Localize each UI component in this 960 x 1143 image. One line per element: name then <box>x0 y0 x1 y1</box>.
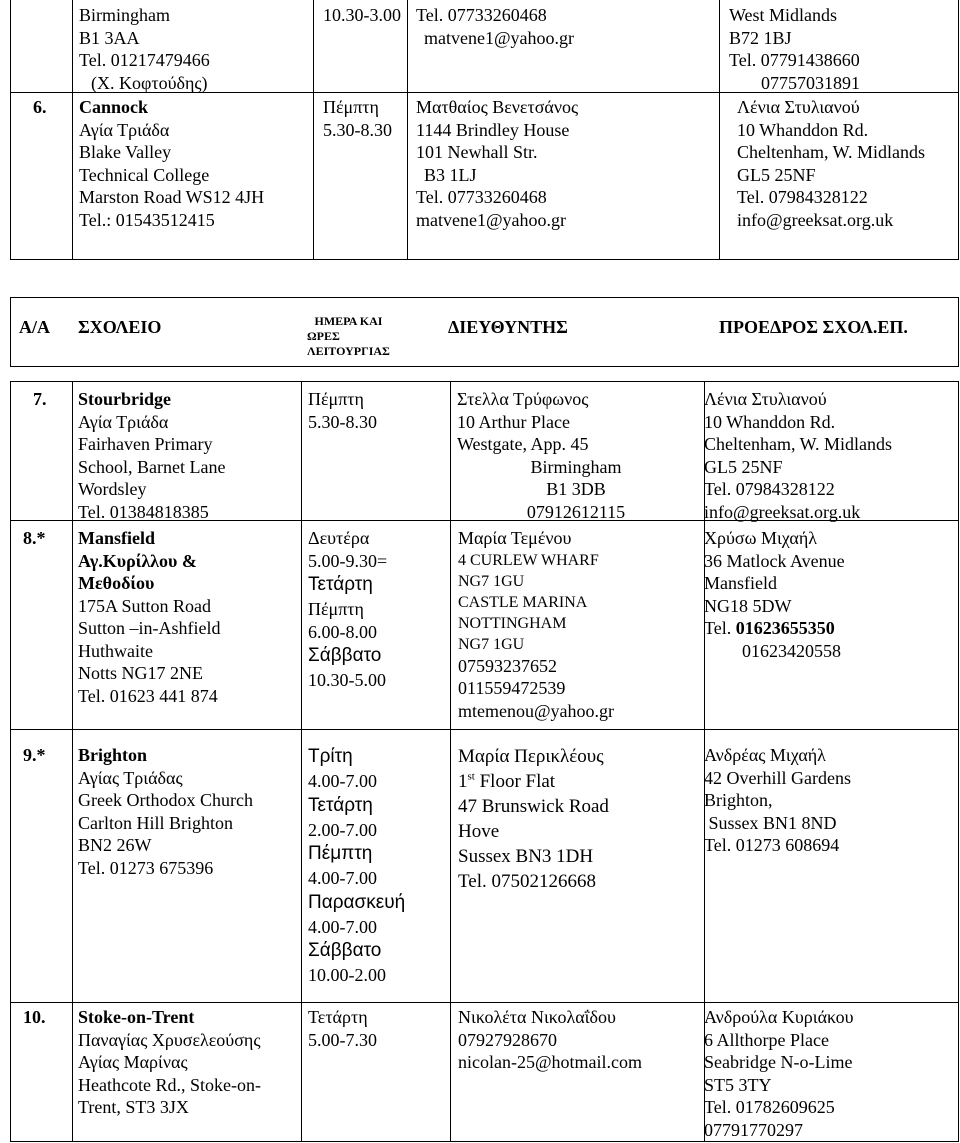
r7-chair: Λένια Στυλιανού 10 Whanddon Rd. Cheltenham, W. Midlands GL5 25NF Tel. 07984328122 info@greeksat.org.uk <box>704 389 892 522</box>
r7-school: Stourbridge Αγία Τριάδα Fairhaven Primary School, Barnet Lane Wordsley Tel. 01384818385 <box>78 389 226 522</box>
r7-number: 7. <box>33 389 47 409</box>
r5-time: 10.30-3.00 <box>323 5 401 25</box>
header-aa: Α/Α <box>19 317 50 337</box>
r9-schedule: Τρίτη 4.00-7.00 Τετάρτη 2.00-7.00 Πέμπτη 4.00-7.00 Παρασκευή 4.00-7.00 Σάββατο 10.00-2.00 <box>308 746 406 985</box>
header-chair: ΠΡΟΕΔΡΟΣ ΣΧΟΛ.ΕΠ. <box>719 317 908 337</box>
r8-school: Mansfield Αγ.Κυρίλλου & Μεθοδίου 175A Sutton Road Sutton –in-Ashfield Huthwaite Notts NG17 2NE Tel. 01623 441 874 <box>78 528 221 706</box>
r5-chair: West Midlands B72 1BJ Tel. 07791438660 07757031891 <box>729 5 860 93</box>
r6-schedule: Πέμπτη 5.30-8.30 <box>323 97 392 140</box>
r6-chair: Λένια Στυλιανού 10 Whanddon Rd. Cheltenham, W. Midlands GL5 25NF Tel. 07984328122 info@greeksat.org.uk <box>737 97 925 230</box>
r5-director: Tel. 07733260468 matvene1@yahoo.gr <box>416 5 575 48</box>
r9-school: Brighton Αγίας Τριάδας Greek Orthodox Church Carlton Hill Brighton BN2 26W Tel. 01273 675396 <box>78 745 253 878</box>
r5-school: Birmingham B1 3AA Tel. 01217479466 (Χ. Κοφτούδης) <box>79 5 210 93</box>
r7-director: Στελλα Τρύφωνος 10 Arthur Place Westgate, App. 45 Birmingham B1 3DB 07912612115 <box>457 389 626 522</box>
header-table <box>10 297 959 367</box>
r8-number: 8.* <box>23 528 46 548</box>
r8-director: Μαρία Τεμένου 4 CURLEW WHARF NG7 1GU CASTLE MARINA NOTTINGHAM NG7 1GU 07593237652 011559472539 mtemenou@yahoo.gr <box>458 528 615 721</box>
r9-number: 9.* <box>23 745 46 765</box>
main-table <box>10 381 959 1142</box>
r10-school: Stoke-on-Trent Παναγίας Χρυσελεούσης Αγίας Μαρίνας Heathcote Rd., Stoke-on- Trent, ST3 3JX <box>78 1007 261 1117</box>
r10-chair: Ανδρούλα Κυριάκου 6 Allthorpe Place Seabridge N-o-Lime ST5 3TY Tel. 01782609625 07791770297 <box>704 1007 854 1140</box>
r6-director: Ματθαίος Βενετσάνος 1144 Brindley House 101 Newhall Str. B3 1LJ Tel. 07733260468 matvene1@yahoo.gr <box>416 97 579 230</box>
header-days: ΗΜΕΡΑ ΚΑΙ ΩΡΕΣ ΛΕΙΤΟΥΡΓΙΑΣ <box>307 314 390 358</box>
r10-schedule: Τετάρτη 5.00-7.30 <box>308 1007 377 1050</box>
r7-schedule: Πέμπτη 5.30-8.30 <box>308 389 377 432</box>
top-table <box>10 0 959 260</box>
r6-number: 6. <box>33 97 47 117</box>
r6-school: Cannock Αγία Τριάδα Blake Valley Technical College Marston Road WS12 4JH Tel.: 01543512415 <box>79 97 265 230</box>
r9-chair: Ανδρέας Μιχαήλ 42 Overhill Gardens Brighton, Sussex BN1 8ND Tel. 01273 608694 <box>704 745 851 855</box>
r8-chair: Χρύσω Μιχαήλ 36 Matlock Avenue Mansfield NG18 5DW Tel. 01623655350 01623420558 <box>704 528 845 661</box>
r10-director: Νικολέτα Νικολαΐδου 07927928670 nicolan-25@hotmail.com <box>458 1007 643 1072</box>
r9-director: Μαρία Περικλέους 1st Floor Flat 47 Brunswick Road Hove Sussex BN3 1DH Tel. 07502126668 <box>458 746 609 892</box>
r10-number: 10. <box>23 1007 46 1027</box>
r8-schedule: Δευτέρα 5.00-9.30= Τετάρτη Πέμπτη 6.00-8.00 Σάββατο 10.30-5.00 <box>308 528 388 690</box>
header-director: ΔΙΕΥΘΥΝΤΗΣ <box>448 317 568 337</box>
header-school: ΣΧΟΛΕΙΟ <box>78 317 162 337</box>
